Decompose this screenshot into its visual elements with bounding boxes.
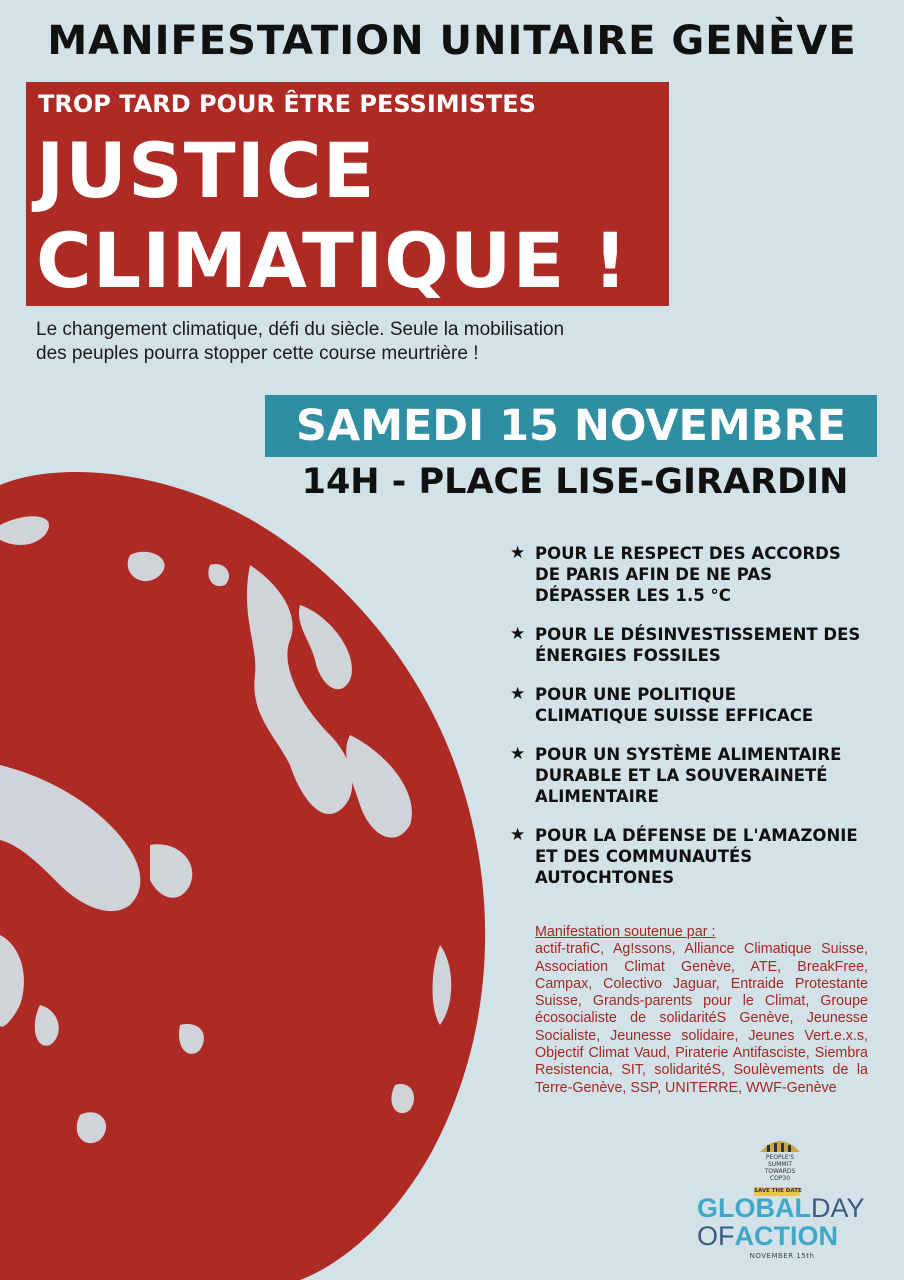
gda-word: GLOBAL <box>697 1193 811 1223</box>
demand-line: DE PARIS AFIN DE NE PAS <box>535 565 773 584</box>
gda-line-2 <box>697 1222 867 1250</box>
demand-line: CLIMATIQUE SUISSE EFFICACE <box>535 706 814 725</box>
star-icon: ★ <box>510 624 526 644</box>
demand-line: ALIMENTAIRE <box>535 787 659 806</box>
summit-line-1: PEOPLE'S SUMMIT <box>765 1154 795 1168</box>
demand-line: AUTOCHTONES <box>535 868 675 887</box>
demand-line: POUR LE RESPECT DES ACCORDS <box>535 544 841 563</box>
demand-text <box>535 744 890 807</box>
demand-text <box>535 543 890 606</box>
date-banner <box>265 395 877 457</box>
gda-word: DAY <box>811 1193 865 1223</box>
intro-line-1: Le changement climatique, défi du siècle. Seule la mobilisation <box>36 319 565 340</box>
star-icon: ★ <box>510 825 526 845</box>
intro-text <box>36 318 686 366</box>
demand-line: POUR UN SYSTÈME ALIMENTAIRE <box>535 745 842 764</box>
event-date: SAMEDI 15 NOVEMBRE <box>296 401 846 451</box>
demand-item <box>510 624 890 666</box>
demand-item <box>510 825 890 888</box>
demand-text <box>535 684 890 726</box>
poster-title: MANIFESTATION UNITAIRE GENÈVE <box>47 18 857 64</box>
gda-word: ACTION <box>734 1221 838 1251</box>
summit-line-2: TOWARDS COP30 <box>764 1168 796 1182</box>
demand-line: ET DES COMMUNAUTÉS <box>535 847 753 866</box>
demand-text <box>535 624 890 666</box>
demand-line: DURABLE ET LA SOUVERAINETÉ <box>535 766 828 785</box>
peoples-summit-logo <box>755 1136 805 1182</box>
demand-item <box>510 543 890 606</box>
supporters-list: actif-trafiC, Ag!ssons, Alliance Climatique Suisse, Association Climat Genève, ATE, BreakFree, Campax, Colectivo Jaguar, Entraide Protestante Suisse, Grands-parents pour le Climat, Groupe écosocialiste de solidaritéS Genève, Jeunesse Socialiste, Jeunesse solidaire, Jeunes Vert.e.x.s, Objectif Climat Vaud, Piraterie Antifasciste, Siembra Resistencia, SIT, solidaritéS, Soulèvements de la Terre-Genève, SSP, UNITERRE, WWF-Genève <box>535 941 868 1096</box>
gda-date: NOVEMBER 15th <box>749 1252 815 1260</box>
summit-figures-icon <box>755 1136 805 1154</box>
demand-item <box>510 684 890 726</box>
kicker-text: TROP TARD POUR ÊTRE PESSIMISTES <box>38 90 536 118</box>
demands-list <box>510 543 890 906</box>
global-day-of-action-logo <box>697 1194 867 1260</box>
demand-item <box>510 744 890 807</box>
star-icon: ★ <box>510 744 526 764</box>
demand-text <box>535 825 890 888</box>
star-icon: ★ <box>510 543 526 563</box>
demand-line: DÉPASSER LES 1.5 °C <box>535 586 731 605</box>
event-time-place: 14H - PLACE LISE-GIRARDIN <box>301 462 849 502</box>
demand-line: POUR LE DÉSINVESTISSEMENT DES <box>535 625 861 644</box>
save-the-date-badge: SAVE THE DATE <box>754 1188 802 1194</box>
supporters-title: Manifestation soutenue par : <box>535 924 716 940</box>
intro-line-2: des peuples pourra stopper cette course meurtrière ! <box>36 343 479 364</box>
gda-word: OF <box>697 1221 735 1251</box>
demand-line: POUR UNE POLITIQUE <box>535 685 737 704</box>
main-headline <box>36 126 629 306</box>
demand-line: POUR LA DÉFENSE DE L'AMAZONIE <box>535 826 858 845</box>
globe-illustration <box>0 465 520 1280</box>
headline-line-2: CLIMATIQUE ! <box>36 216 629 305</box>
star-icon: ★ <box>510 684 526 704</box>
gda-line-1 <box>697 1194 867 1222</box>
supporters-block <box>535 924 868 1097</box>
demand-line: ÉNERGIES FOSSILES <box>535 646 721 665</box>
headline-block <box>26 82 669 306</box>
headline-line-1: JUSTICE <box>36 126 376 215</box>
